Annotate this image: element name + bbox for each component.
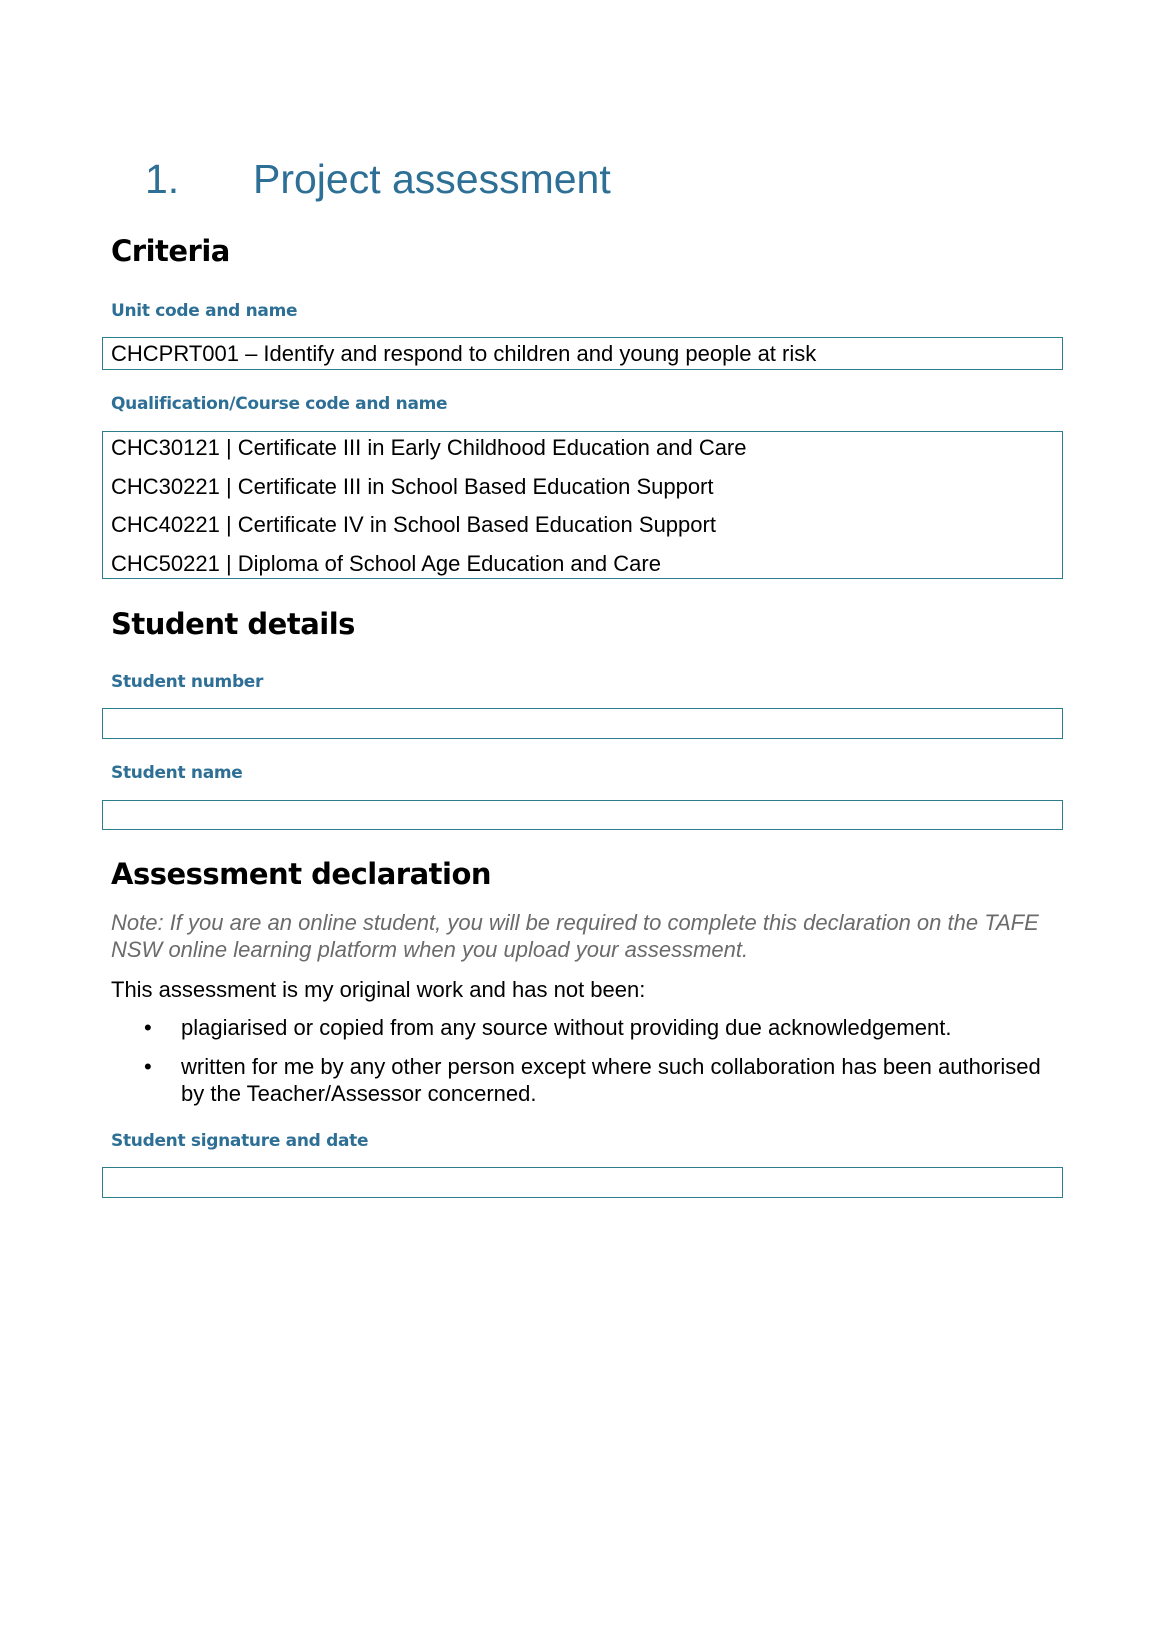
declaration-note: Note: If you are an online student, you will be required to complete this declaration on the TAFE NSW online learning platform when you upload your assessment. <box>111 910 1039 962</box>
signature-field[interactable] <box>102 1167 1063 1198</box>
student-number-label: Student number <box>111 672 264 692</box>
criteria-heading: Criteria <box>111 234 230 268</box>
student-number-field[interactable] <box>102 708 1063 739</box>
student-name-label: Student name <box>111 763 243 783</box>
qualification-label: Qualification/Course code and name <box>111 394 448 414</box>
bullet-text: plagiarised or copied from any source without providing due acknowledgement. <box>181 1015 952 1040</box>
student-details-heading: Student details <box>111 607 355 641</box>
bullet-icon: • <box>144 1015 152 1040</box>
unit-field[interactable] <box>102 337 1063 370</box>
qualification-item: CHC30221 | Certificate III in School Based Education Support <box>111 474 714 499</box>
section-number: 1. <box>145 156 180 202</box>
qualification-item: CHC30121 | Certificate III in Early Childhood Education and Care <box>111 435 747 460</box>
unit-value: CHCPRT001 – Identify and respond to children and young people at risk <box>111 341 817 366</box>
qualification-item: CHC40221 | Certificate IV in School Based Education Support <box>111 512 716 537</box>
bullet-icon: • <box>144 1054 152 1079</box>
student-name-field[interactable] <box>102 800 1063 830</box>
declaration-intro: This assessment is my original work and has not been: <box>111 977 646 1002</box>
qualification-item: CHC50221 | Diploma of School Age Education and Care <box>111 551 661 576</box>
declaration-heading: Assessment declaration <box>111 857 492 891</box>
qualification-field[interactable] <box>102 431 1063 579</box>
signature-label: Student signature and date <box>111 1131 369 1151</box>
section-heading <box>145 156 611 203</box>
bullet-text: written for me by any other person except where such collaboration has been authorised by the Teacher/Assessor concerned. <box>181 1054 1041 1106</box>
unit-label: Unit code and name <box>111 301 298 321</box>
section-title: Project assessment <box>253 156 611 202</box>
